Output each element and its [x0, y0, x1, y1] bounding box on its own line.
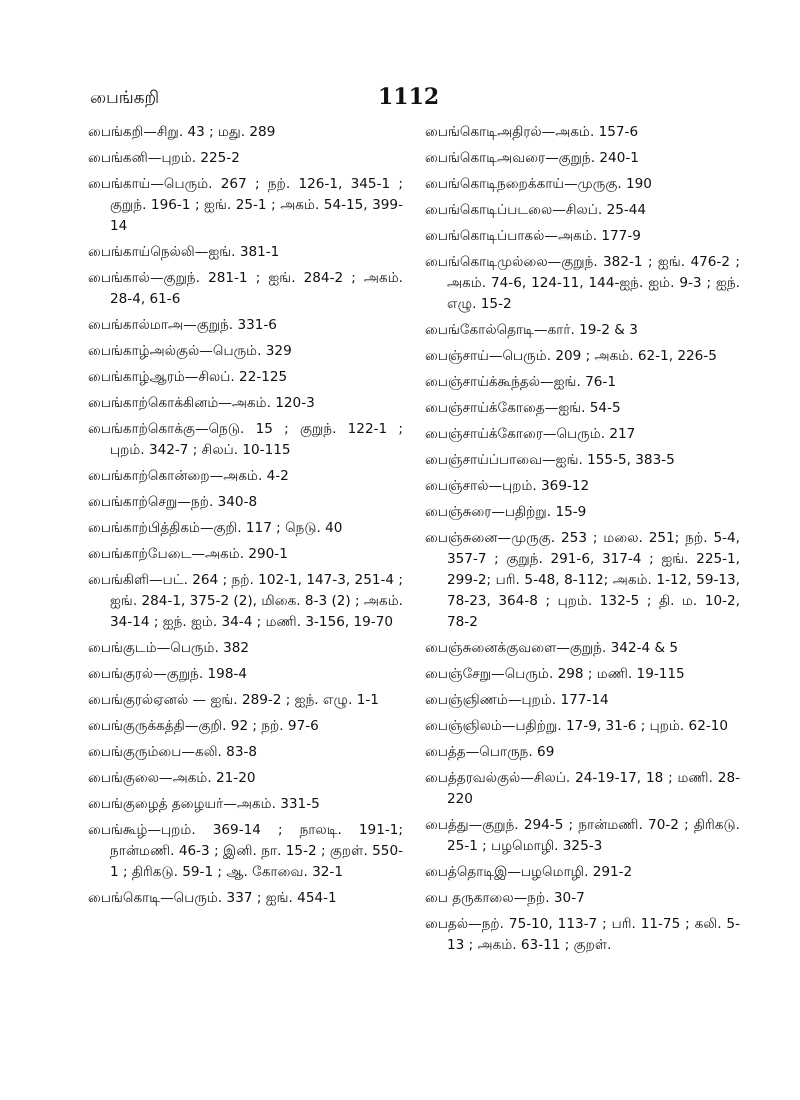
index-entry: பைங்கனி—புறம். 225-2	[88, 150, 240, 166]
index-entry: பைஞ்ஞிணம்—புறம். 177-14	[425, 692, 609, 708]
index-entry: பைங்கொடிஅவரை—குறுந். 240-1	[425, 150, 639, 166]
index-entry: பைங்கொடிப்பாகல்—அகம். 177-9	[425, 228, 641, 244]
index-entry: பைங்காற்கொக்கு—நெடு. 15 ; குறுந். 122-1 ; புறம். 342-7 ; சிலப். 10-115	[88, 421, 403, 458]
left-column	[88, 122, 403, 914]
index-entry: பைத்தரவல்குல்—சிலப். 24-19-17, 18 ; மணி. 28-220	[425, 770, 740, 807]
index-entry: பைதல்—நற். 75-10, 113-7 ; பரி. 11-75 ; கலி. 5-13 ; அகம். 63-11 ; குறள்.	[425, 916, 740, 953]
index-entry: பைங்கொடிநறைக்காய்—முருகு. 190	[425, 176, 652, 192]
index-entry: பைங்குரல்—குறுந். 198-4	[88, 666, 248, 682]
index-entry: பைஞ்சால்—புறம். 369-12	[425, 478, 590, 494]
index-entry: பைஞ்சாய்க்கோரை—பெரும். 217	[425, 426, 636, 442]
index-entry: பைஞ்ஞிலம்—பதிற்று. 17-9, 31-6 ; புறம். 62-10	[425, 718, 729, 734]
index-entry: பைங்கிளி—பட். 264 ; நற். 102-1, 147-3, 251-4 ; ஐங். 284-1, 375-2 (2), மிகை. 8-3 (2) ; அகம். 34-14 ; ஐந். ஐம். 34-4 ; மணி. 3-156, 19-70	[88, 572, 403, 630]
index-entry: பைத்து—குறுந். 294-5 ; நான்மணி. 70-2 ; திரிகடு. 25-1 ; பழமொழி. 325-3	[425, 817, 740, 854]
index-entry: பைஞ்சாய்க்கோதை—ஐங். 54-5	[425, 400, 621, 416]
index-entry: பைங்குரல்ஏனல் — ஐங். 289-2 ; ஐந். எழு. 1-1	[88, 692, 379, 708]
page-number: 1112	[378, 84, 440, 110]
index-entry: பைங்கால்—குறுந். 281-1 ; ஐங். 284-2 ; அகம். 28-4, 61-6	[88, 270, 403, 307]
index-entry: பைங்கோல்தொடி—கார். 19-2 & 3	[425, 322, 638, 338]
index-entry: பைஞ்சுரை—பதிற்று. 15-9	[425, 504, 587, 520]
index-entry: பைங்குருக்கத்தி—குறி. 92 ; நற். 97-6	[88, 718, 319, 734]
index-entry: பைங்கொடி—பெரும். 337 ; ஐங். 454-1	[88, 890, 337, 906]
index-entry: பைங்காற்செறு—நற். 340-8	[88, 494, 258, 510]
index-entry: பைஞ்சுனைக்குவளை—குறுந். 342-4 & 5	[425, 640, 679, 656]
right-column	[425, 122, 740, 961]
index-entry: பைங்குழைத் தழையர்—அகம். 331-5	[88, 796, 320, 812]
index-entry: பைங்காய்—பெரும். 267 ; நற். 126-1, 345-1 ; குறுந். 196-1 ; ஐங். 25-1 ; அகம். 54-15, 399-14	[88, 176, 403, 234]
index-entry: பைங்காற்பித்திகம்—குறி. 117 ; நெடு. 40	[88, 520, 343, 536]
index-entry: பைங்காழ்ஆரம்—சிலப். 22-125	[88, 369, 288, 385]
index-entry: பைங்காய்நெல்லி—ஐங். 381-1	[88, 244, 280, 260]
index-entry: பைங்குரும்பை—கலி. 83-8	[88, 744, 258, 760]
index-entry: பைங்கொடிப்படலை—சிலப். 25-44	[425, 202, 647, 218]
index-entry: பைத்தொடிஇ—பழமொழி. 291-2	[425, 864, 633, 880]
index-entry: பைங்காற்கொக்கினம்—அகம். 120-3	[88, 395, 315, 411]
index-entry: பைஞ்சேறு—பெரும். 298 ; மணி. 19-115	[425, 666, 685, 682]
index-entry: பைங்குடம்—பெரும். 382	[88, 640, 250, 656]
index-entry: பை தருகாலை—நற். 30-7	[425, 890, 585, 906]
index-entry: பைஞ்சாய்ப்பாவை—ஐங். 155-5, 383-5	[425, 452, 675, 468]
index-entry: பைத்த—பொருந. 69	[425, 744, 555, 760]
index-entry: பைங்கொடிமுல்லை—குறுந். 382-1 ; ஐங். 476-2 ; அகம். 74-6, 124-11, 144-ஐந். ஐம். 9-3 ; ஐந். எழு. 15-2	[425, 254, 740, 312]
index-entry: பைங்காற்கொன்றை—அகம். 4-2	[88, 468, 289, 484]
index-entry: பைஞ்சாய்—பெரும். 209 ; அகம். 62-1, 226-5	[425, 348, 717, 364]
index-entry: பைங்கூழ்—புறம். 369-14 ; நாலடி. 191-1; நான்மணி. 46-3 ; இனி. நா. 15-2 ; குறள். 550-1 ; திரிகடு. 59-1 ; ஆ. கோவை. 32-1	[88, 822, 403, 880]
index-entry: பைங்கொடிஅதிரல்—அகம். 157-6	[425, 124, 639, 140]
index-entry: பைங்காழ்அல்குல்—பெரும். 329	[88, 343, 292, 359]
index-entry: பைஞ்சாய்க்கூந்தல்—ஐங். 76-1	[425, 374, 616, 390]
running-head: பைங்கறி	[90, 88, 160, 108]
index-entry: பைங்கறி—சிறு. 43 ; மது. 289	[88, 124, 276, 140]
index-entry: பைங்கால்மாஅ—குறுந். 331-6	[88, 317, 277, 333]
index-entry: பைங்காற்பேடை—அகம். 290-1	[88, 546, 288, 562]
index-entry: பைஞ்சுனை—முருகு. 253 ; மலை. 251; நற். 5-4, 357-7 ; குறுந். 291-6, 317-4 ; ஐங். 225-1, 299-2; பரி. 5-48, 8-112; அகம். 1-12, 59-13, 78-23, 364-8 ; புறம். 132-5 ; தி. ம. 10-2, 78-2	[425, 530, 740, 630]
index-entry: பைங்குலை—அகம். 21-20	[88, 770, 256, 786]
